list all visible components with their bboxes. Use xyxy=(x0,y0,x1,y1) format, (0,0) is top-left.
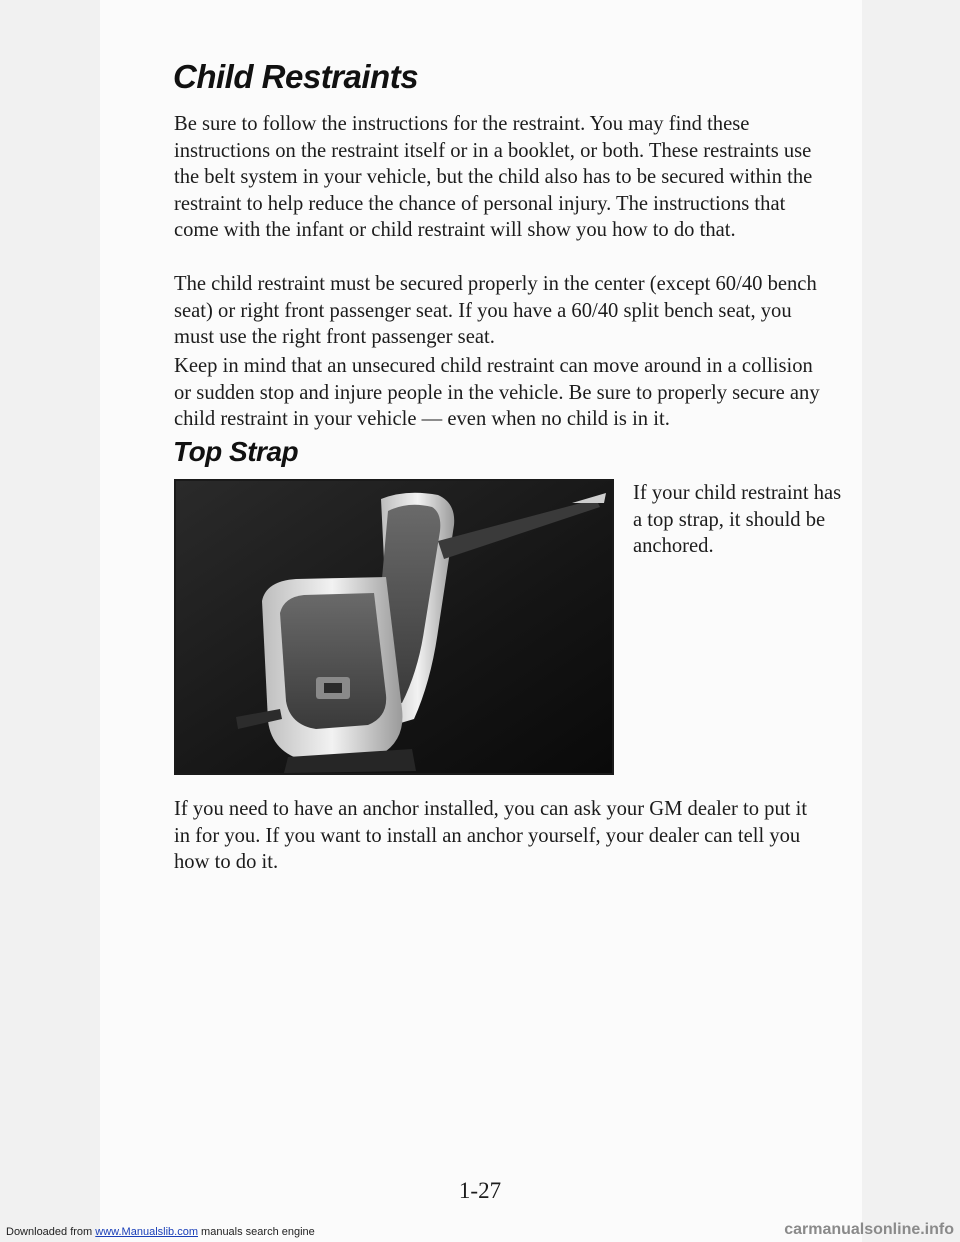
paragraph-anchor-install: If you need to have an anchor installed, you can ask your GM dealer to put it in for you. If you want to install an anchor yourself, your dealer can tell you how to do it. xyxy=(174,798,808,873)
watermark: carmanualsonline.info xyxy=(784,1221,954,1238)
download-footer xyxy=(6,1226,315,1238)
child-seat-illustration xyxy=(174,479,614,775)
footer-prefix: Downloaded from xyxy=(6,1226,96,1238)
paragraph-seat-position: The child restraint must be secured properly in the center (except 60/40 bench seat) or right front passenger seat. If you have a 60/40 split bench seat, you must use the right front passenger seat. xyxy=(174,273,817,348)
page-number: 1-27 xyxy=(458,1178,502,1203)
paragraph-unsecured-warning: Keep in mind that an unsecured child restraint can move around in a collision or sudden stop and injure people in the vehicle. Be sure to properly secure any child restraint in your vehicle — even when no child is in it. xyxy=(174,355,820,430)
child-seat-drawing xyxy=(176,481,612,773)
footer-suffix: manuals search engine xyxy=(197,1226,315,1238)
top-strap-note: If your child restraint has a top strap, it should be anchored. xyxy=(633,482,842,557)
subsection-title: Top Strap xyxy=(173,436,299,467)
paragraph-instructions: Be sure to follow the instructions for the restraint. You may find these instructions on the restraint itself or in a booklet, or both. These restraints use the belt system in your vehicle, but the child also has to be secured within the restraint to help reduce the chance of personal injury. The instructions that come with the infant or child restraint will show you how to do that. xyxy=(174,113,813,241)
section-title: Child Restraints xyxy=(173,58,419,95)
manualslib-link[interactable]: www.Manualslib.com xyxy=(95,1226,198,1238)
